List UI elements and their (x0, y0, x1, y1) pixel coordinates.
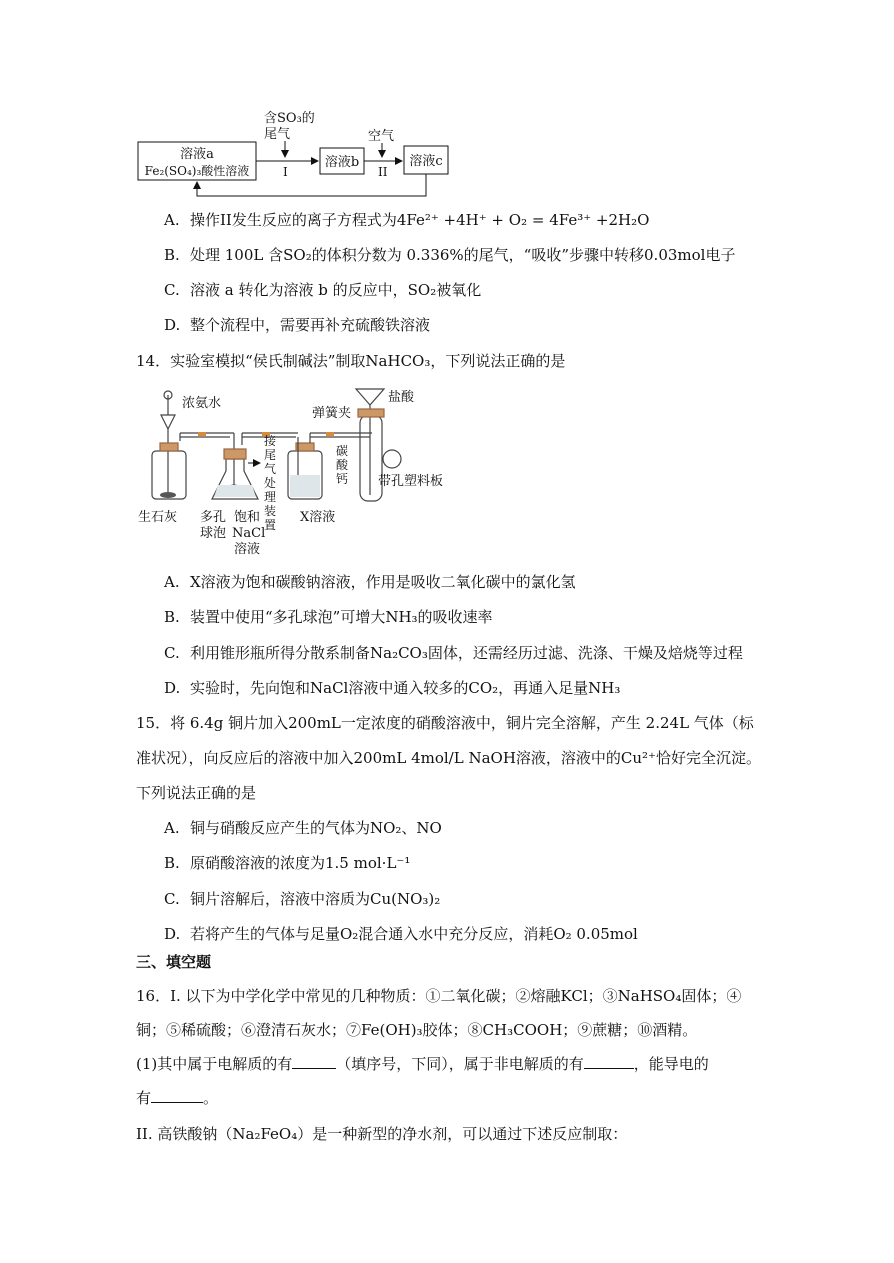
step-2-label: II (378, 165, 388, 179)
dropping-funnel (161, 415, 175, 429)
q14-option-a (164, 572, 576, 592)
option-text: 处理 100L 含SO₂的体积分数为 0.336%的尾气，“吸收”步骤中转移0.03mol电子 (190, 246, 736, 264)
q16-line4 (136, 1088, 218, 1108)
label-nacl-3: 溶液 (234, 542, 261, 557)
q15-option-d (164, 924, 638, 944)
label-plate: 带孔塑料板 (378, 474, 444, 489)
option-label: C. (164, 281, 180, 299)
option-label: A. (164, 211, 180, 229)
q16-part1-text: (1)其中属于电解质的有 (136, 1055, 293, 1073)
option-label: A. (164, 573, 180, 591)
option-label: B. (164, 608, 180, 626)
label-tail-gas-2: 尾 (264, 448, 277, 462)
option-label: A. (164, 819, 180, 837)
label-tail-gas-7: 置 (264, 518, 277, 532)
label-porous-1: 多孔 (200, 510, 227, 525)
label-quicklime: 生石灰 (138, 510, 178, 525)
label-spring-clip: 弹簧夹 (312, 406, 352, 421)
option-text: 铜与硝酸反应产生的气体为NO₂、NO (190, 819, 442, 837)
flow-diagram (0, 0, 894, 210)
q13-option-d (164, 315, 430, 335)
bottle-quicklime (152, 451, 186, 499)
label-tail-gas-4: 处 (264, 476, 277, 490)
q16-part1-text-c: ，能导电的 (633, 1055, 709, 1073)
label-nh3-water: 浓氨水 (182, 396, 222, 411)
answer-blank-nonelectrolytes[interactable] (584, 1054, 634, 1069)
q16-line4-end: 。 (203, 1089, 219, 1107)
answer-blank-conductors[interactable] (151, 1088, 203, 1103)
box-a-line1: 溶液a (180, 147, 214, 162)
hcl-funnel (356, 389, 384, 405)
option-text: 整个流程中，需要再补充硫酸铁溶液 (190, 316, 431, 334)
q15-stem-line3: 下列说法正确的是 (136, 784, 257, 802)
option-text: 若将产生的气体与足量O₂混合通入水中充分反应，消耗O₂ 0.05mol (190, 925, 638, 943)
label-tail-gas-3: 气 (264, 462, 277, 476)
q16-line2: 铜；⑤稀硫酸；⑥澄清石灰水；⑦Fe(OH)₃胶体；⑧CH₃COOH；⑨蔗糖；⑩酒精。 (136, 1021, 698, 1039)
input-label-line1: 含SO₃的 (264, 111, 315, 126)
option-text: 原硝酸溶液的浓度为1.5 mol·L⁻¹ (190, 854, 411, 872)
q15-option-b (164, 853, 410, 873)
answer-blank-electrolytes[interactable] (292, 1054, 336, 1069)
label-tail-gas-5: 理 (264, 490, 277, 504)
label-x-solution: X溶液 (300, 510, 336, 525)
q15-option-c (164, 889, 440, 909)
input-label-line2: 尾气 (264, 127, 291, 142)
q14-option-c (164, 643, 743, 663)
q13-option-a (164, 210, 649, 230)
air-label: 空气 (368, 129, 395, 144)
box-b-label: 溶液b (324, 155, 360, 170)
option-text: 操作II发生反应的离子方程式为4Fe²⁺ +4H⁺ + O₂ = 4Fe³⁺ +2H₂O (190, 211, 650, 229)
label-porous-2: 球泡 (200, 526, 227, 541)
apparatus-diagram (0, 385, 894, 565)
label-tail-gas-6: 装 (264, 504, 277, 518)
q16-line3 (136, 1054, 709, 1074)
option-text: 铜片溶解后，溶液中溶质为Cu(NO₃)₂ (190, 890, 441, 908)
box-a-line2: Fe₂(SO₄)₃酸性溶液 (144, 164, 250, 178)
q13-option-b (164, 245, 735, 265)
label-nacl-1: 饱和 (234, 510, 261, 525)
q15-stem-line2: 准状况），向反应后的溶液中加入200mL 4mol/L NaOH溶液，溶液中的Cu²⁺恰好完全沉淀。 (136, 749, 761, 767)
option-label: B. (164, 854, 180, 872)
label-caco3-3: 钙 (336, 472, 349, 486)
option-label: D. (164, 679, 181, 697)
q15-stem-line1: 15．将 6.4g 铜片加入200mL一定浓度的硝酸溶液中，铜片完全溶解，产生 2.24L 气体（标 (136, 714, 754, 732)
label-nacl-2: NaCl (232, 526, 266, 541)
option-text: 溶液 a 转化为溶液 b 的反应中，SO₂被氧化 (190, 281, 482, 299)
q16-line1: 16．I. 以下为中学化学中常见的几种物质：①二氧化碳；②熔融KCl；③NaHSO₄固体；④ (136, 987, 742, 1005)
section-heading: 三、填空题 (136, 953, 212, 971)
option-text: X溶液为饱和碳酸钠溶液，作用是吸收二氧化碳中的氯化氢 (190, 573, 576, 591)
step-1-label: I (283, 165, 288, 179)
box-c-label: 溶液c (409, 154, 443, 169)
option-label: C. (164, 890, 180, 908)
option-label: B. (164, 246, 180, 264)
option-text: 利用锥形瓶所得分散系制备Na₂CO₃固体，还需经历过滤、洗涤、干燥及焙烧等过程 (190, 644, 743, 662)
label-hcl: 盐酸 (388, 390, 415, 405)
q14-option-d (164, 678, 620, 698)
q13-option-c (164, 280, 481, 300)
q16-line5: II. 高铁酸钠（Na₂FeO₄）是一种新型的净水剂，可以通过下述反应制取： (136, 1125, 628, 1143)
q16-line4-text: 有 (136, 1089, 152, 1107)
label-caco3-2: 酸 (336, 458, 349, 472)
option-label: C. (164, 644, 180, 662)
q14-stem: 14．实验室模拟“侯氏制碱法”制取NaHCO₃，下列说法正确的是 (136, 352, 566, 370)
q15-option-a (164, 818, 442, 838)
option-label: D. (164, 316, 181, 334)
option-label: D. (164, 925, 181, 943)
option-text: 装置中使用“多孔球泡”可增大NH₃的吸收速率 (190, 608, 493, 626)
q14-option-b (164, 607, 493, 627)
option-text: 实验时，先向饱和NaCl溶液中通入较多的CO₂，再通入足量NH₃ (190, 679, 621, 697)
q16-part1-text-b: （填序号，下同），属于非电解质的有 (336, 1055, 584, 1073)
label-tail-gas-1: 接 (264, 434, 277, 448)
label-caco3-1: 碳 (336, 444, 349, 458)
